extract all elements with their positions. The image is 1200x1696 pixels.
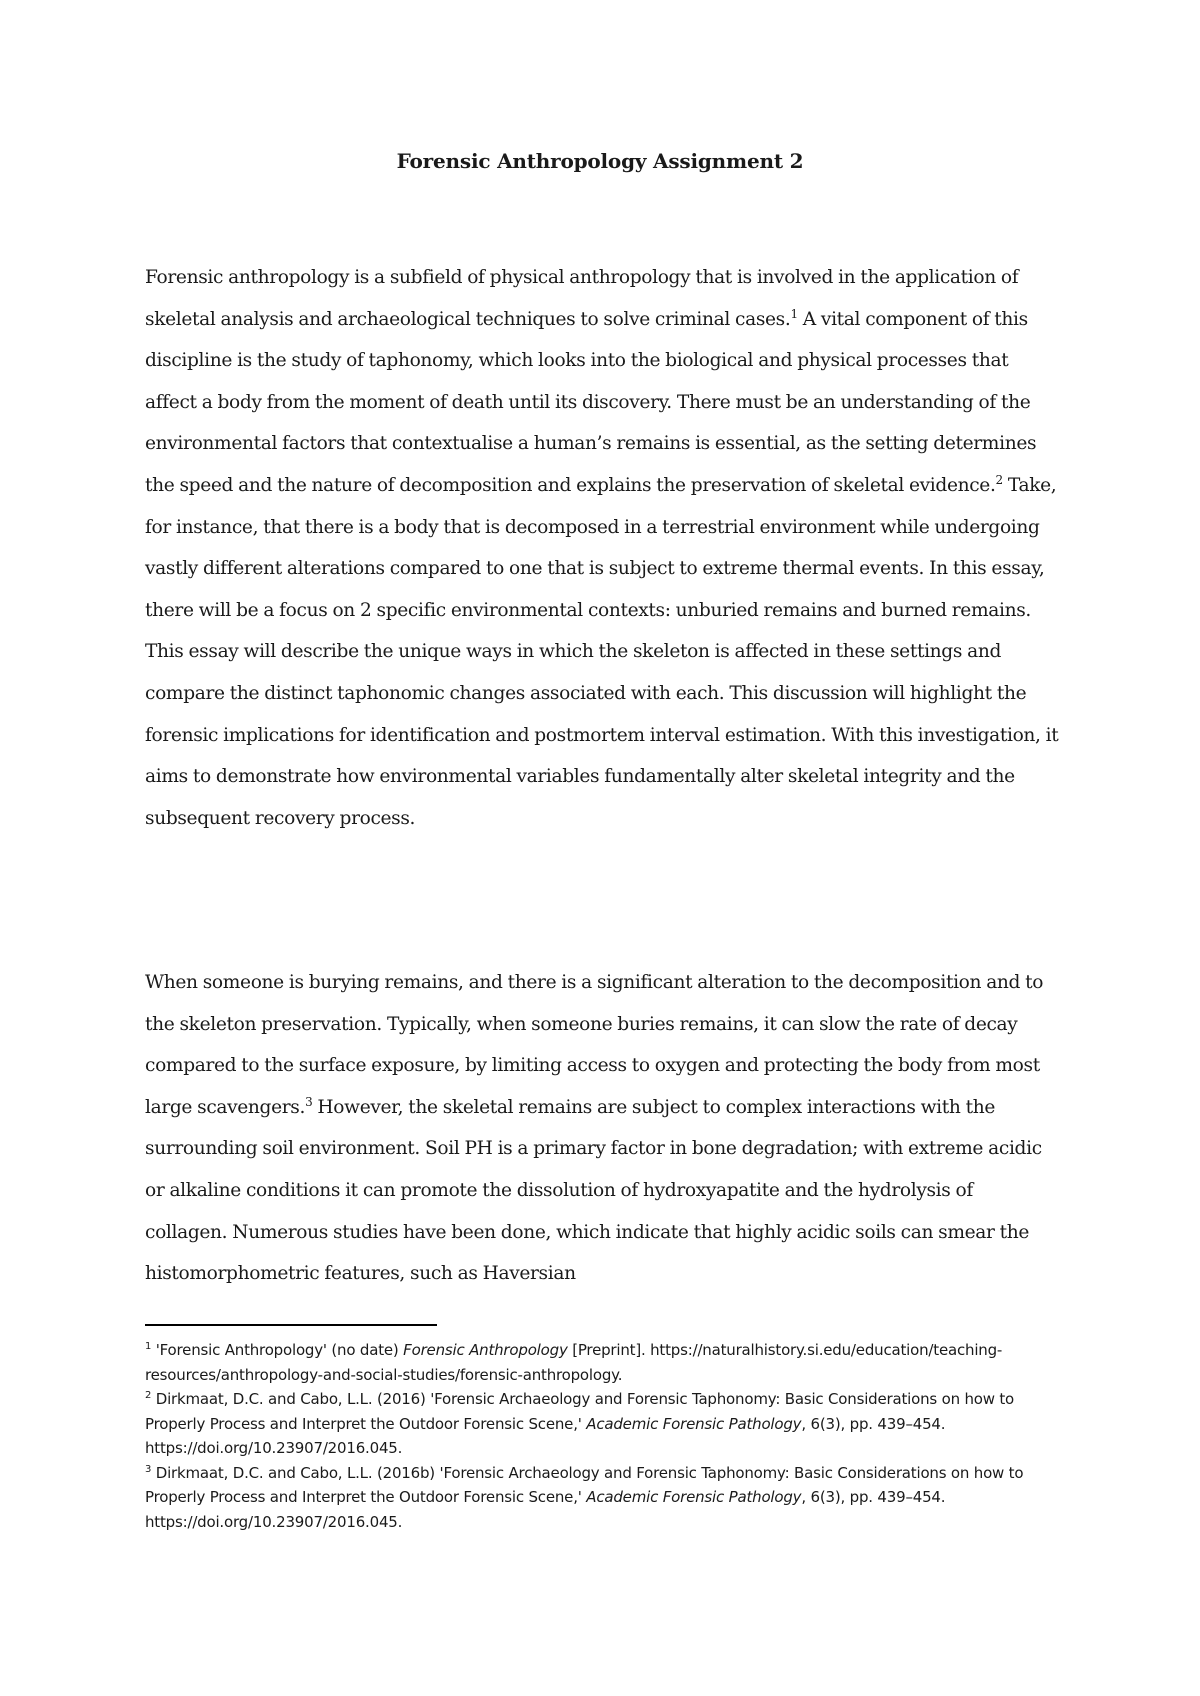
paragraph-text: However, the skeletal remains are subject to complex interactions with the surrounding soil environment. Soil PH is a primary factor in bone degradation; with extreme acidic or alkaline conditions it can promote the dissolution of hydroxyapatite and the hydrolysis of collagen. Numerous studies have been done, which indicate that highly acidic soils can smear the histomorphometric features, such as Haversian xyxy=(145,1096,1042,1285)
footnote-marker: 3 xyxy=(145,1463,152,1475)
body-paragraph-2 xyxy=(145,962,1060,1295)
footnote-separator xyxy=(145,1324,437,1326)
paragraph-text: Forensic anthropology is a subfield of physical anthropology that is involved in the application of skeletal analysis and archaeological techniques to solve criminal cases. xyxy=(145,267,1019,330)
footnote-text[interactable]: , 6(3), pp. 439–454. https://doi.org/10.23907/2016.045. xyxy=(145,1414,946,1457)
footnote-marker: 2 xyxy=(145,1390,152,1401)
footnote-italic-title: Academic Forensic Pathology xyxy=(586,1414,802,1433)
footnote-text: Dirkmaat, D.C. and Cabo, L.L. (2016b) 'Forensic Archaeology and Forensic Taphonomy: Basic Considerations on how to Properly Process and Interpret the Outdoor Forensic Scene,' xyxy=(145,1463,1024,1506)
paragraph-text: Take, for instance, that there is a body that is decomposed in a terrestrial environment while undergoing vastly different alterations compared to one that is subject to extreme thermal events. In this essay, there will be a focus on 2 specific environmental contexts: unburied remains and burned remains. This essay will describe the unique ways in which the skeleton is affected in these settings and compare the distinct taphonomic changes associated with each. This discussion will highlight the forensic implications for identification and postmortem interval estimation. With this investigation, it aims to demonstrate how environmental variables fundamentally alter skeletal integrity and the subsequent recovery process. xyxy=(145,474,1059,829)
footnote-reference[interactable]: 2 xyxy=(995,472,1003,487)
footnote-3 xyxy=(145,1461,1060,1535)
footnote-italic-title: Forensic Anthropology xyxy=(403,1341,568,1359)
footnote-marker: 1 xyxy=(145,1341,152,1352)
footnote-text[interactable]: , 6(3), pp. 439–454. https://doi.org/10.23907/2016.045. xyxy=(145,1488,946,1531)
footnote-text: Dirkmaat, D.C. and Cabo, L.L. (2016) 'Forensic Archaeology and Forensic Taphonomy: Basic Considerations on how to Properly Process and Interpret the Outdoor Forensic Scene,' xyxy=(145,1390,1015,1433)
paragraph-text: When someone is burying remains, and there is a significant alteration to the decomposition and to the skeleton preservation. Typically, when someone buries remains, it can slow the rate of decay compared to the surface exposure, by limiting access to oxygen and protecting the body from most large scavengers. xyxy=(145,972,1044,1118)
footnote-text: 'Forensic Anthropology' (no date) xyxy=(151,1341,404,1359)
footnote-reference[interactable]: 3 xyxy=(305,1094,313,1109)
footnote-2 xyxy=(145,1387,1060,1461)
footnote-italic-title: Academic Forensic Pathology xyxy=(586,1488,802,1506)
footnote-text[interactable]: [Preprint]. https://naturalhistory.si.edu/education/teaching-resources/anthropology-and-social-studies/forensic-anthropology. xyxy=(145,1341,1003,1384)
footnote-1 xyxy=(145,1338,1060,1387)
body-paragraph-1 xyxy=(145,257,1060,839)
paragraph-text: A vital component of this discipline is the study of taphonomy, which looks into the biological and physical processes that affect a body from the moment of death until its discovery. There must be an understanding of the environmental factors that contextualise a human’s remains is essential, as the setting determines the speed and the nature of decomposition and explains the preservation of skeletal evidence. xyxy=(145,308,1037,496)
footnote-reference[interactable]: 1 xyxy=(790,306,798,321)
document-title: Forensic Anthropology Assignment 2 xyxy=(396,149,804,173)
footnotes-section xyxy=(145,1338,1060,1534)
